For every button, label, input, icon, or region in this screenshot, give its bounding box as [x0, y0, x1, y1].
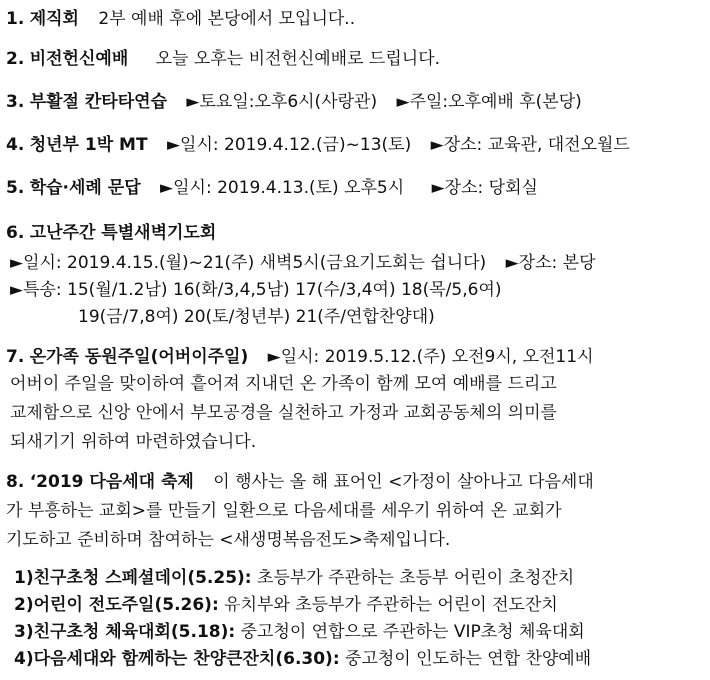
- notice-4-detail-a: ►일시: 2019.4.12.(금)~13(토): [166, 135, 412, 155]
- notice-2-number: 2.: [6, 49, 25, 69]
- notice-8-sub-1: [14, 566, 574, 590]
- sub-4-head: 4)다음세대와 함께하는 찬양큰잔치(6.30):: [14, 649, 340, 669]
- notice-7-para-1: 어버이 주일을 맞이하여 흩어져 지내던 온 가족이 함께 모여 예배를 드리고: [10, 374, 557, 394]
- notice-7: [6, 345, 594, 369]
- notice-8-sub-4: [14, 647, 591, 671]
- notice-8: [6, 470, 594, 494]
- notice-3-detail-a: ►토요일:오후6시(사랑관): [186, 92, 378, 112]
- sub-2-head: 2)어린이 전도주일(5.26):: [14, 595, 219, 615]
- notice-3-detail-b: ►주일:오후예배 후(본당): [396, 92, 582, 112]
- notice-1-number: 1.: [6, 9, 25, 29]
- notice-6-line-3: 19(금/7,8여) 20(토/청년부) 21(주/연합찬양대): [78, 307, 435, 327]
- notice-8-lead: 이 행사는 올 해 표어인 <가정이 살아나고 다음세대: [213, 472, 594, 492]
- sub-2-text: 유치부와 초등부가 주관하는 어린이 전도잔치: [224, 595, 558, 615]
- notice-4: [6, 133, 630, 157]
- notice-8-sub-2: [14, 593, 558, 617]
- sub-1-text: 초등부가 주관하는 초등부 어린이 초청잔치: [257, 568, 575, 588]
- notice-5-number: 5.: [6, 178, 25, 198]
- notice-3-number: 3.: [6, 92, 25, 112]
- notice-3-title: 부활절 칸타타연습: [29, 92, 167, 112]
- notice-6-line-1: [10, 251, 596, 275]
- notice-7-para-3: 되새기기 위하여 마련하였습니다.: [10, 432, 257, 452]
- notice-1-title: 제직회: [29, 9, 79, 29]
- notice-3: [6, 90, 582, 114]
- notice-8-title: ‘2019 다음세대 축제: [29, 472, 194, 492]
- sub-3-head: 3)친구초청 체육대회(5.18):: [14, 622, 236, 642]
- notice-6-schedule: ►일시: 2019.4.15.(월)~21(주) 새벽5시(금요기도회는 쉽니다): [10, 253, 487, 273]
- notice-5-title: 학습·세례 문답: [29, 178, 141, 198]
- notice-6-number: 6.: [6, 223, 25, 243]
- notice-2-title: 비전헌신예배: [29, 49, 129, 69]
- notice-7-title: 온가족 동원주일(어버이주일): [29, 347, 249, 367]
- notice-4-title: 청년부 1박 MT: [29, 135, 148, 155]
- sub-4-text: 중고청이 인도하는 연합 찬양예배: [345, 649, 592, 669]
- notice-6-place: ►장소: 본당: [505, 253, 596, 273]
- notice-8-number: 8.: [6, 472, 25, 492]
- notice-5: [6, 176, 538, 200]
- notice-8-sub-3: [14, 620, 585, 644]
- notice-4-detail-b: ►장소: 교육관, 대전오월드: [430, 135, 630, 155]
- sub-1-head: 1)친구초청 스페셜데이(5.25):: [14, 568, 252, 588]
- sub-3-text: 중고청이 연합으로 주관하는 VIP초청 체육대회: [240, 622, 585, 642]
- notice-1-text: 2부 예배 후에 본당에서 모입니다..: [98, 9, 356, 29]
- notice-5-detail-a: ►일시: 2019.4.13.(토) 오후5시: [160, 178, 405, 198]
- notice-6-title: 고난주간 특별새벽기도회: [29, 223, 217, 243]
- notice-2: [6, 47, 440, 71]
- notice-8-para-2: 기도하고 준비하며 참여하는 <새생명복음전도>축제입니다.: [6, 530, 451, 550]
- notice-8-para-1: 가 부흥하는 교회>를 만들기 일환으로 다음세대를 세우기 위하여 온 교회가: [6, 501, 562, 521]
- notice-5-detail-b: ►장소: 당회실: [431, 178, 538, 198]
- notice-7-number: 7.: [6, 347, 25, 367]
- notice-2-text: 오늘 오후는 비전헌신예배로 드립니다.: [155, 49, 441, 69]
- notice-6: [6, 221, 216, 245]
- notice-1: [6, 7, 355, 31]
- notice-7-para-2: 교제함으로 신앙 안에서 부모공경을 실천하고 가정과 교회공동체의 의미를: [10, 403, 557, 423]
- notice-7-detail-a: ►일시: 2019.5.12.(주) 오전9시, 오전11시: [267, 347, 594, 367]
- notice-6-line-2: ►특송: 15(월/1.2남) 16(화/3,4,5남) 17(수/3,4여) 18(목/5,6여): [10, 280, 502, 300]
- notice-4-number: 4.: [6, 135, 25, 155]
